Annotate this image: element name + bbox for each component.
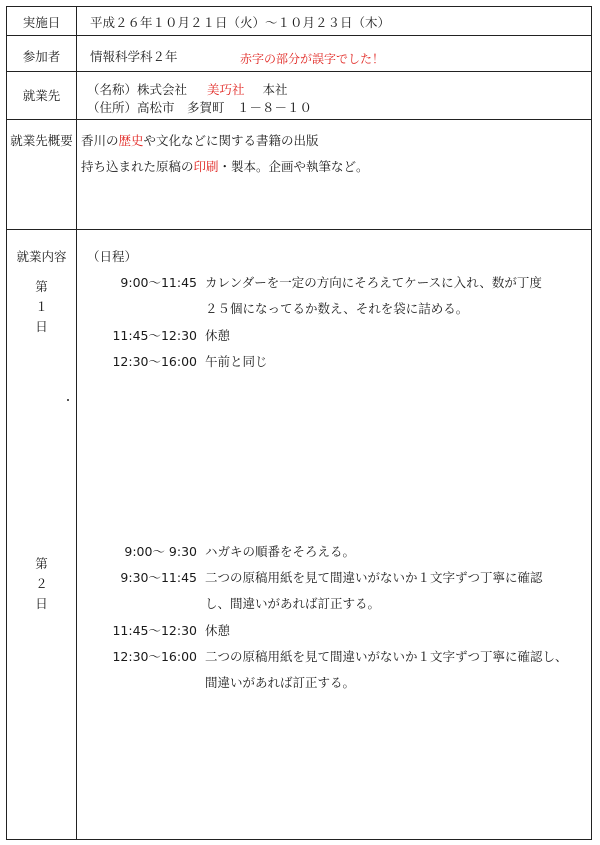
time-slot: 9:00～ 9:30 [124, 544, 197, 559]
row-divider [7, 35, 591, 36]
task-line: ハガキの順番をそろえる。 [205, 544, 356, 559]
report-table [6, 6, 592, 840]
day-label-char: １ [35, 299, 48, 314]
task-line: 休憩 [205, 623, 231, 638]
workplace-address: （住所）高松市 多賀町 １－８－１０ [87, 100, 313, 115]
overview-line-2 [81, 157, 369, 175]
row-divider [7, 71, 591, 72]
participant-label: 参加者 [22, 49, 61, 64]
overview-text: ・製本。企画や執筆など。 [218, 159, 369, 174]
overview-line-1 [81, 131, 319, 149]
workplace-name [87, 80, 288, 98]
overview-label: 就業先概要 [10, 133, 73, 148]
day-label-char: ２ [35, 576, 48, 591]
time-slot: 9:00～11:45 [120, 275, 197, 290]
time-slot: 9:30～11:45 [120, 570, 197, 585]
task-line: 休憩 [205, 328, 231, 343]
scan-speck [67, 399, 69, 401]
workplace-name-suffix: 本社 [262, 82, 288, 97]
time-slot: 11:45～12:30 [112, 623, 197, 638]
time-slot: 12:30～16:00 [112, 354, 197, 369]
task-line: 二つの原稿用紙を見て間違いがないか１文字ずつ丁寧に確認 [205, 570, 543, 585]
workplace-name-red: 美巧社 [207, 82, 245, 97]
task-line: カレンダーを一定の方向にそろえてケースに入れ、数が丁度 [205, 275, 542, 290]
day-label-char: 日 [35, 319, 48, 334]
time-slot: 11:45～12:30 [112, 328, 197, 343]
time-slot: 12:30～16:00 [112, 649, 197, 664]
work-label: 就業内容 [16, 249, 67, 264]
day1-label [7, 277, 76, 337]
overview-text: 香川の [81, 133, 119, 148]
label-column-divider [76, 7, 77, 839]
correction-note: 赤字の部分が誤字でした！ [240, 52, 385, 66]
row-divider [7, 229, 591, 230]
participant-value: 情報科学科２年 [90, 49, 178, 64]
overview-text: 持ち込まれた原稿の [81, 159, 194, 174]
period-label: 実施日 [22, 15, 61, 30]
day-label-char: 第 [35, 556, 48, 571]
task-line: し、間違いがあれば訂正する。 [205, 596, 381, 611]
schedule-label: （日程） [87, 249, 138, 264]
overview-red-text: 歴史 [118, 133, 144, 148]
task-line: ２５個になってるか数え、それを袋に詰める。 [205, 301, 469, 316]
day-label-char: 第 [35, 279, 48, 294]
overview-red-text: 印刷 [193, 159, 219, 174]
day2-label [7, 554, 76, 614]
task-line: 午前と同じ [205, 354, 268, 369]
period-value: 平成２６年１０月２１日（火）～１０月２３日（木） [90, 15, 391, 30]
task-line: 間違いがあれば訂正する。 [205, 675, 356, 690]
day-label-char: 日 [35, 596, 48, 611]
task-line: 二つの原稿用紙を見て間違いがないか１文字ずつ丁寧に確認し、 [205, 649, 568, 664]
overview-text: や文化などに関する書籍の出版 [143, 133, 319, 148]
workplace-label: 就業先 [22, 88, 61, 103]
row-divider [7, 119, 591, 120]
workplace-name-prefix: （名称）株式会社 [87, 82, 188, 97]
